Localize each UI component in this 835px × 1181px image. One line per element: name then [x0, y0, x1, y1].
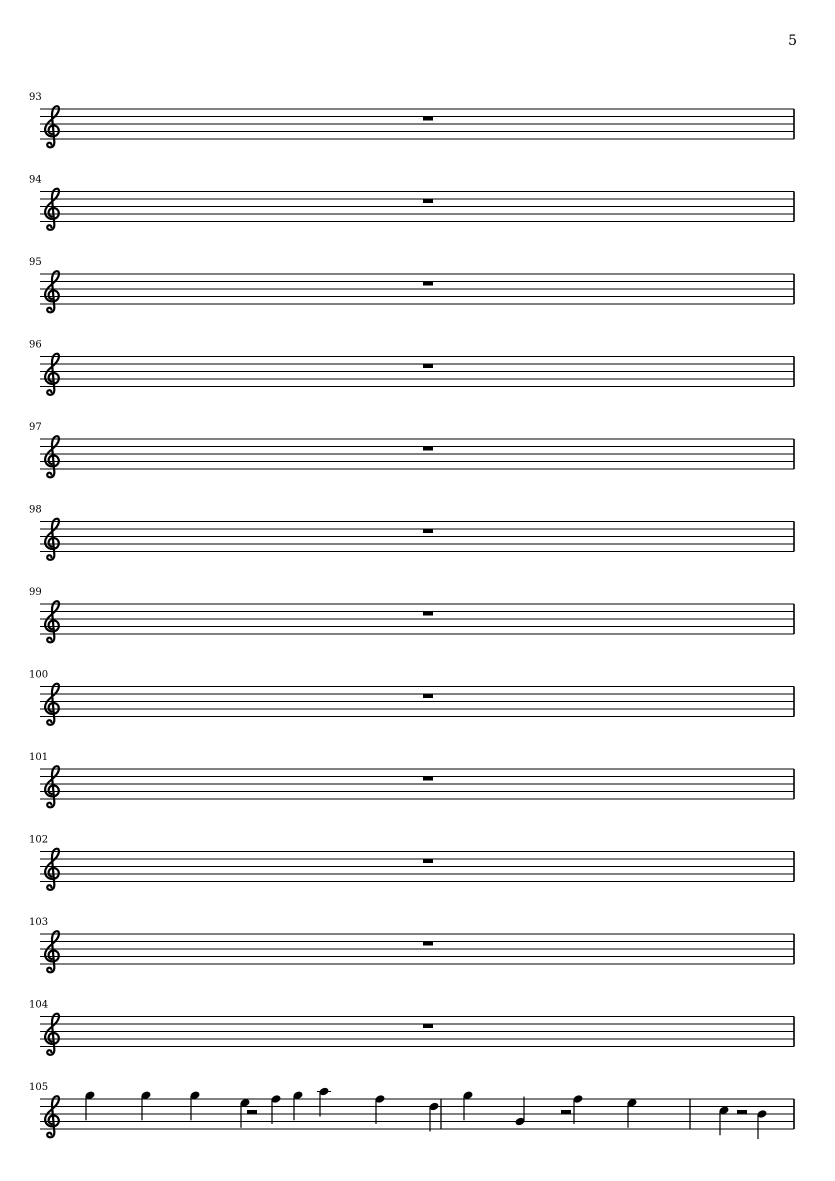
measure-number: 96 [29, 339, 42, 351]
treble-clef-icon [45, 601, 59, 642]
measure-number: 99 [29, 587, 42, 598]
measure-number: 94 [29, 174, 42, 186]
whole-rest [423, 364, 433, 368]
whole-rest [423, 529, 433, 533]
whole-rest [423, 1024, 433, 1028]
measure-number: 93 [29, 92, 42, 103]
treble-clef-icon [45, 1014, 59, 1055]
treble-clef-icon [45, 106, 59, 147]
treble-clef-icon [45, 354, 59, 395]
whole-rest [423, 777, 433, 781]
treble-clef-icon [45, 271, 59, 312]
treble-clef-icon [45, 766, 59, 807]
measure-number: 97 [29, 422, 42, 433]
treble-clef-icon [45, 849, 59, 890]
measure-number: 102 [29, 834, 49, 846]
measure-number: 101 [29, 752, 49, 763]
measure-number: 104 [29, 999, 49, 1011]
treble-clef-icon [45, 436, 59, 477]
whole-rest [423, 694, 433, 698]
whole-rest [423, 117, 433, 121]
whole-rest [423, 282, 433, 286]
measure-number: 95 [29, 257, 42, 268]
page-number: 5 [788, 33, 797, 49]
treble-clef-icon [45, 684, 59, 725]
half-rest [561, 1110, 571, 1114]
half-rest [247, 1110, 257, 1114]
measure-number: 98 [29, 504, 42, 516]
whole-rest [423, 199, 433, 203]
measure-number: 100 [29, 669, 49, 681]
whole-rest [423, 612, 433, 616]
treble-clef-icon [45, 931, 59, 972]
whole-rest [423, 942, 433, 946]
whole-rest [423, 859, 433, 863]
whole-rest [423, 447, 433, 451]
treble-clef-icon [45, 1096, 59, 1137]
treble-clef-icon [45, 519, 59, 560]
measure-number: 103 [29, 917, 49, 928]
half-rest [737, 1110, 747, 1114]
measure-number: 105 [29, 1082, 49, 1093]
treble-clef-icon [45, 189, 59, 230]
